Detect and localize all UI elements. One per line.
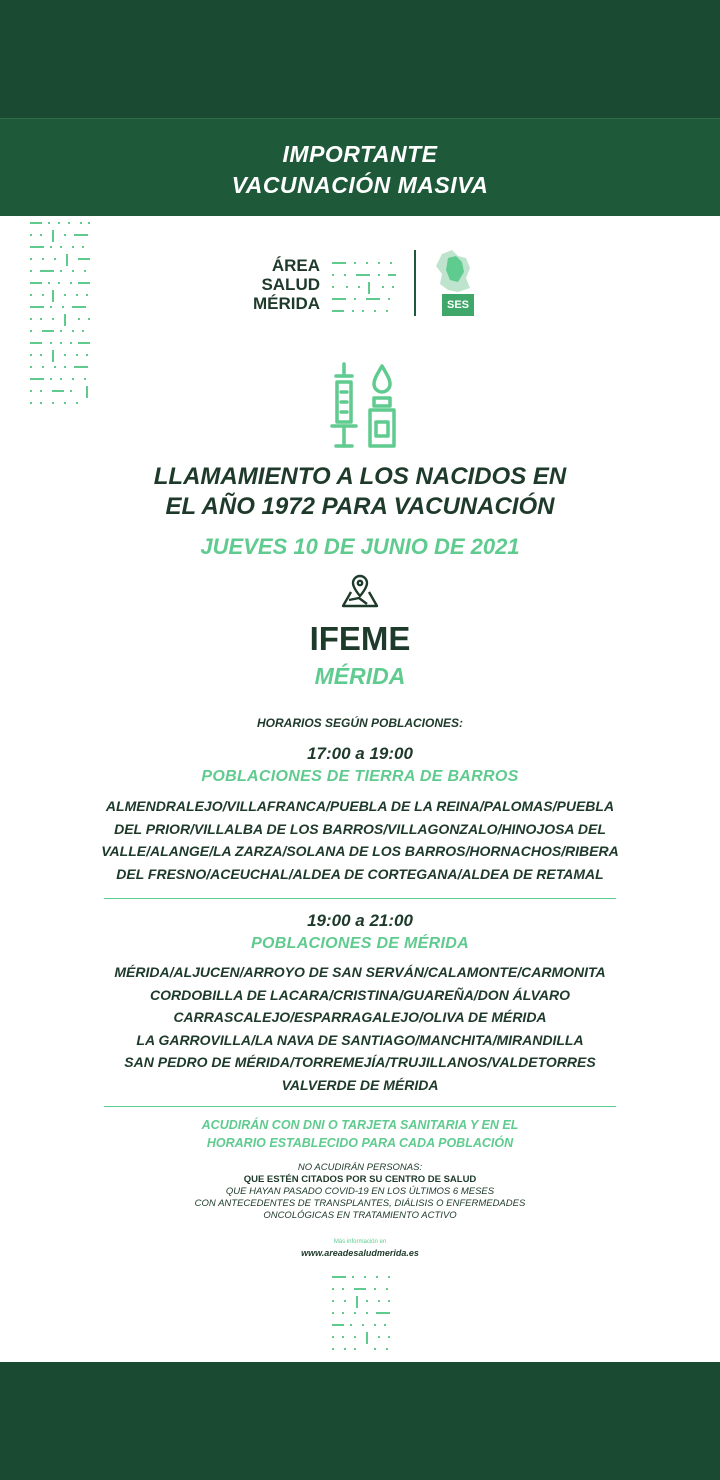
poster [0, 216, 720, 1362]
slot2-towns-line: CARRASCALEJO/ESPARRAGALEJO/OLIVA DE MÉRIDA [173, 1009, 547, 1025]
slot1-towns [0, 795, 720, 885]
slot2-towns [0, 961, 720, 1096]
logo-line-2: SALUD [261, 275, 320, 294]
slot2-time: 19:00 a 21:00 [307, 911, 413, 930]
logo-divider [414, 250, 416, 316]
requirements-note [0, 1116, 720, 1152]
slot1-time: 17:00 a 19:00 [307, 744, 413, 763]
call-line-1: LLAMAMIENTO A LOS NACIDOS EN [153, 463, 567, 490]
call-line-2: EL AÑO 1972 PARA VACUNACIÓN [165, 493, 555, 520]
logo-line-3: MÉRIDA [252, 294, 320, 313]
call-to-vaccination [0, 462, 720, 522]
slot1-towns-line: ALMENDRALEJO/VILLAFRANCA/PUEBLA DE LA REINA/PALOMAS/PUEBLA [105, 798, 615, 814]
slot2-towns-line: CORDOBILLA DE LACARA/CRISTINA/GUAREÑA/DON ÁLVARO [150, 986, 570, 1003]
exclusions-line-1: QUE ESTÉN CITADOS POR SU CENTRO DE SALUD [243, 1174, 477, 1185]
schedule-title: HORARIOS SEGÚN POBLACIONES: [256, 716, 463, 730]
banner-title: IMPORTANTE [282, 141, 438, 167]
venue-name: IFEME [309, 620, 411, 657]
map-pin-icon [341, 574, 379, 608]
bottom-bar [0, 1362, 720, 1480]
exclusions-line-3: CON ANTECEDENTES DE TRANSPLANTES, DIÁLISIS O ENFERMEDADES [194, 1198, 526, 1209]
logo-text [236, 256, 320, 313]
slot2-towns-line: LA GARROVILLA/LA NAVA DE SANTIAGO/MANCHITA/MIRANDILLA [136, 1031, 584, 1048]
area-salud-merida-logo [236, 246, 486, 326]
logo-dots-icon [332, 258, 398, 322]
slot2-group: POBLACIONES DE MÉRIDA [251, 935, 469, 952]
drop-icon [374, 366, 390, 392]
exclusions-line-4: ONCOLÓGICAS EN TRATAMIENTO ACTIVO [263, 1210, 457, 1221]
slot1-towns-line: VALLE/ALANGE/LA ZARZA/SOLANA DE LOS BARROS/HORNACHOS/RIBERA [101, 843, 619, 859]
vial-icon [374, 398, 390, 406]
exclusions-line-2: QUE HAYAN PASADO COVID-19 EN LOS ÚLTIMOS 6 MESES [225, 1186, 495, 1197]
website-link[interactable]: www.areadesaludmerida.es [301, 1248, 419, 1258]
decorative-dots-left [28, 220, 92, 416]
exclusions [0, 1162, 720, 1222]
logo-line-1: ÁREA [271, 256, 320, 275]
top-bar [0, 0, 720, 118]
note-line-2: HORARIO ESTABLECIDO PARA CADA POBLACIÓN [206, 1136, 514, 1150]
decorative-dots-bottom [330, 1274, 394, 1360]
slot2-towns-line: MÉRIDA/ALJUCEN/ARROYO DE SAN SERVÁN/CALAMONTE/CARMONITA [114, 964, 606, 980]
slot2-towns-line: VALVERDE DE MÉRIDA [281, 1076, 439, 1093]
event-date: JUEVES 10 DE JUNIO DE 2021 [200, 534, 520, 559]
ses-badge: SES [442, 294, 474, 316]
more-info-label: Más información en [333, 1239, 387, 1245]
divider-1 [104, 898, 616, 899]
slot1-towns-line: DEL FRESNO/ACEUCHAL/ALDEA DE CORTEGANA/ALDEA DE RETAMAL [116, 865, 604, 882]
note-line-1: ACUDIRÁN CON DNI O TARJETA SANITARIA Y EN EL [201, 1118, 519, 1132]
venue-city: MÉRIDA [314, 663, 406, 689]
banner [0, 118, 720, 217]
divider-2 [104, 1106, 616, 1107]
slot1-towns-line: DEL PRIOR/VILLALBA DE LOS BARROS/VILLAGONZALO/HINOJOSA DEL [114, 820, 606, 837]
banner-subtitle: VACUNACIÓN MASIVA [231, 172, 489, 198]
vaccine-icon [326, 362, 398, 450]
slot2-towns-line: SAN PEDRO DE MÉRIDA/TORREMEJÍA/TRUJILLANOS/VALDETORRES [124, 1054, 596, 1070]
ses-map-icon [428, 248, 478, 298]
exclusions-title: NO ACUDIRÁN PERSONAS: [297, 1162, 423, 1173]
slot1-group: POBLACIONES DE TIERRA DE BARROS [201, 768, 519, 785]
